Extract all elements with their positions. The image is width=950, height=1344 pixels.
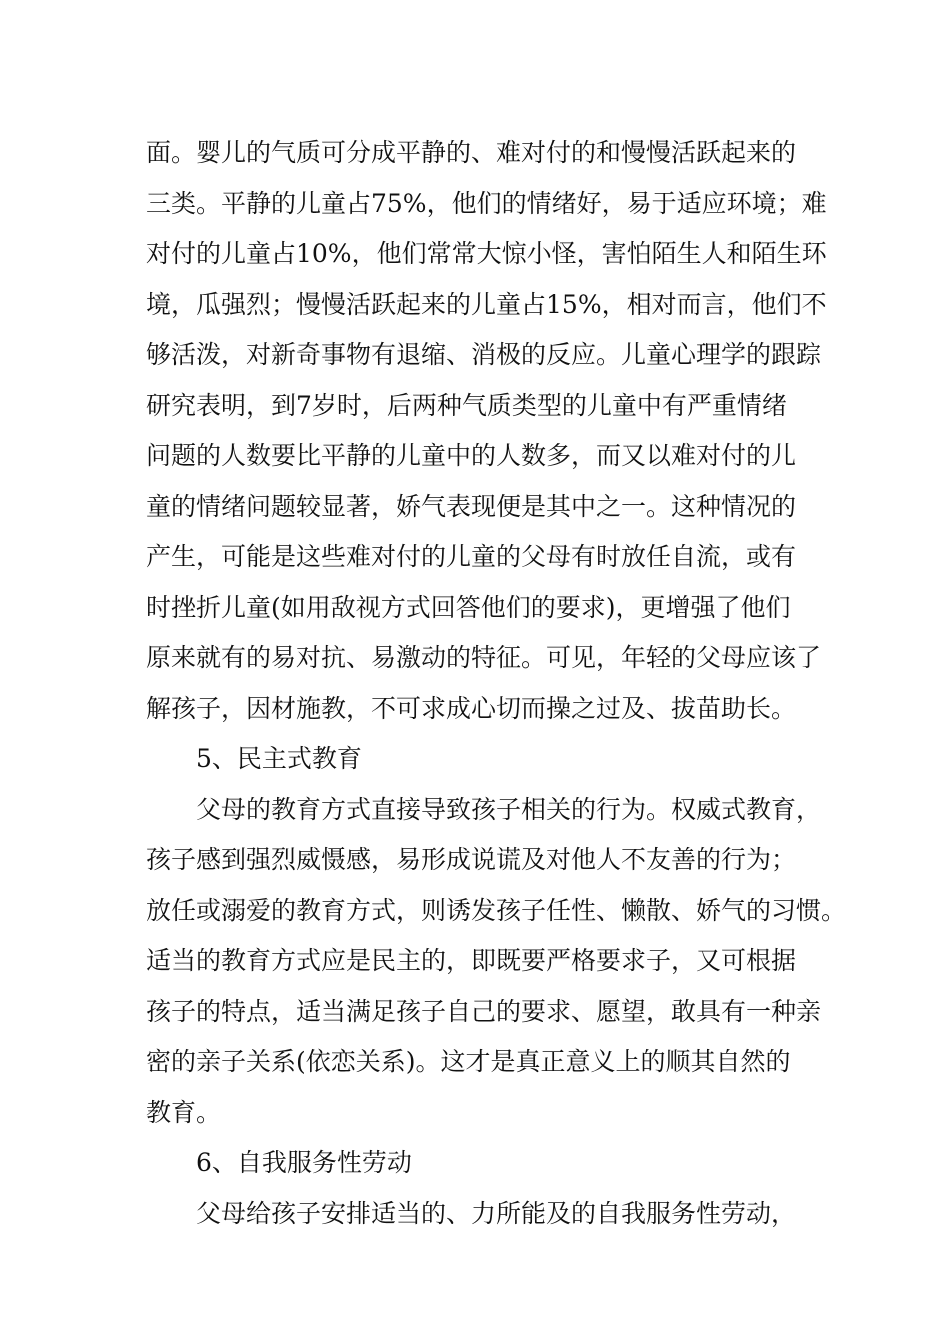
text-line: 境，瓜强烈；慢慢活跃起来的儿童占15%，相对而言，他们不 — [146, 289, 827, 319]
text-line: 教育。 — [146, 1097, 222, 1127]
text-line: 产生，可能是这些难对付的儿童的父母有时放任自流，或有 — [146, 542, 797, 571]
text-line: 问题的人数要比平静的儿童中的人数多，而又以难对付的儿 — [146, 441, 797, 470]
text-line: 研究表明，到7岁时，后两种气质类型的儿童中有严重情绪 — [146, 390, 787, 420]
text-line: 父母给孩子安排适当的、力所能及的自我服务性劳动， — [196, 1198, 797, 1228]
section-heading: 5、民主式教育 — [196, 744, 362, 773]
text-line: 解孩子，因材施教，不可求成心切而操之过及、拔苗助长。 — [146, 693, 797, 723]
text-line: 三类。平静的儿童占75%，他们的情绪好，易于适应环境；难 — [146, 188, 827, 218]
text-line: 孩子的特点，适当满足孩子自己的要求、愿望，敢具有一种亲 — [146, 996, 822, 1026]
text-line: 原来就有的易对抗、易激动的特征。可见，年轻的父母应该了 — [146, 643, 822, 672]
text-line: 童的情绪问题较显著，娇气表现便是其中之一。这种情况的 — [146, 491, 797, 521]
text-line: 时挫折儿童(如用敌视方式回答他们的要求)，更增强了他们 — [146, 592, 791, 622]
section-heading: 6、自我服务性劳动 — [196, 1148, 412, 1177]
text-line: 面。婴儿的气质可分成平静的、难对付的和慢慢活跃起来的 — [146, 138, 797, 167]
text-line: 对付的儿童占10%，他们常常大惊小怪，害怕陌生人和陌生环 — [146, 239, 827, 268]
text-line: 父母的教育方式直接导致孩子相关的行为。权威式教育， — [196, 794, 822, 824]
text-line: 适当的教育方式应是民主的，即既要严格要求子，又可根据 — [146, 946, 797, 975]
text-line: 密的亲子关系(依恋关系)。这才是真正意义上的顺其自然的 — [146, 1047, 791, 1076]
text-line: 放任或溺爱的教育方式，则诱发孩子任性、懒散、娇气的习惯。 — [146, 895, 847, 925]
text-line: 够活泼，对新奇事物有退缩、消极的反应。儿童心理学的跟踪 — [146, 340, 822, 369]
text-line: 孩子感到强烈威慑感，易形成说谎及对他人不友善的行为； — [146, 845, 797, 874]
body-text — [146, 128, 847, 1239]
